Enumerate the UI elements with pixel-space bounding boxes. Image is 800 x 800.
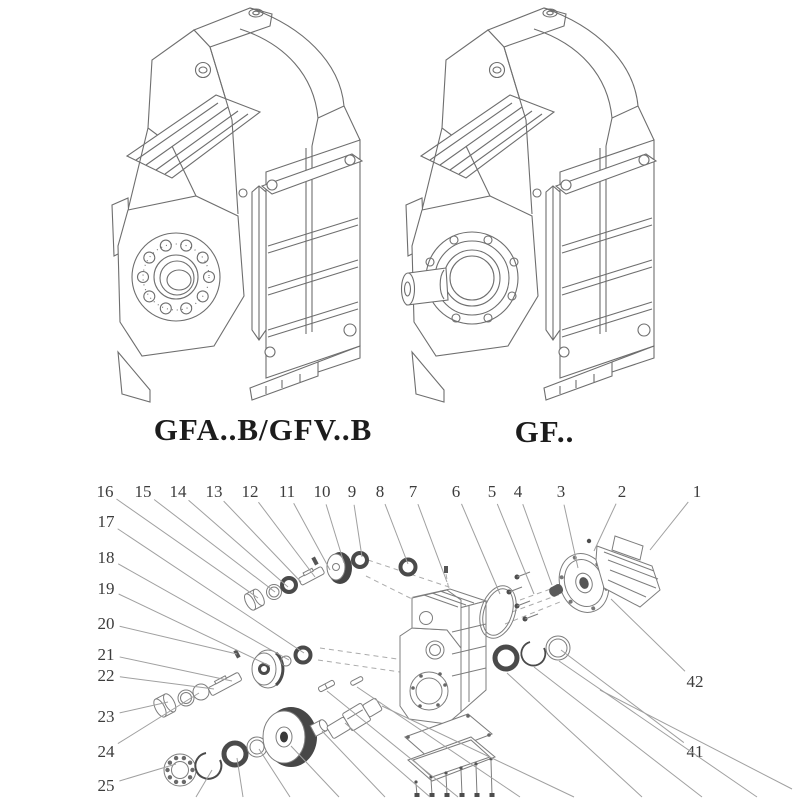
output-shaft [325, 695, 384, 742]
callout-19: 19 [97, 579, 115, 598]
leader-line-6 [461, 504, 500, 594]
cut-leader-line-11 [534, 667, 702, 797]
circlip [195, 753, 221, 779]
gearbox-drawing-gf [402, 8, 657, 402]
gear-wheel [327, 552, 352, 584]
leader-line-22 [120, 677, 214, 689]
leader-line-14 [189, 500, 288, 587]
callout-15: 15 [134, 482, 152, 501]
callout-42: 42 [686, 672, 704, 691]
leader-line-8 [385, 504, 408, 564]
leader-line-1 [650, 502, 688, 550]
output-shaft-assembly [164, 676, 384, 786]
shaft-key [318, 680, 335, 693]
callout-6: 6 [451, 482, 461, 501]
leader-line-20 [120, 626, 237, 654]
callout-17: 17 [97, 512, 115, 531]
shaft-seal [224, 743, 246, 765]
callout-24: 24 [97, 742, 115, 761]
gear-wheel [252, 650, 283, 688]
ball-bearing [164, 754, 196, 786]
screw [311, 557, 318, 566]
cut-leader-line-12 [559, 661, 757, 797]
model-label-gfab: GFA..B/GFV..B [153, 412, 373, 447]
callout-23: 23 [97, 707, 115, 726]
bearing [401, 560, 416, 575]
leader-line-11 [294, 503, 330, 570]
gear-housing [400, 566, 486, 724]
callout-21: 21 [97, 645, 115, 664]
leader-line-18 [118, 564, 289, 660]
end-cap [242, 587, 266, 611]
vent-plug [444, 566, 448, 573]
end-cap [151, 692, 178, 719]
gearbox-drawing-gfab [112, 8, 362, 402]
model-label-gf: GF.. [514, 414, 575, 449]
input-shaft-assembly [242, 552, 415, 612]
callout-7: 7 [408, 482, 418, 501]
callout-3: 3 [556, 482, 566, 501]
cut-leader-line-13 [600, 690, 792, 789]
callout-5: 5 [487, 482, 497, 501]
callout-25: 25 [97, 776, 115, 795]
retaining-ring [546, 636, 570, 660]
output-gear [263, 707, 317, 767]
callout-2: 2 [617, 482, 627, 501]
bottom-cover-assembly [405, 714, 495, 797]
callout-20: 20 [97, 614, 115, 633]
callout-12: 12 [241, 482, 259, 501]
callout-4: 4 [513, 482, 523, 501]
bearing [296, 648, 311, 663]
cut-leader-line-9 [382, 706, 574, 797]
circlip [521, 642, 545, 666]
leader-line-9 [354, 505, 362, 557]
callout-22: 22 [97, 666, 115, 685]
callout-9: 9 [347, 482, 357, 501]
leader-line-15 [154, 500, 275, 592]
callout-11: 11 [278, 482, 296, 501]
leader-line-21 [120, 657, 232, 681]
callout-14: 14 [169, 482, 187, 501]
motor-assembly [507, 536, 661, 622]
bearing [282, 578, 296, 592]
leader-line-41 [561, 650, 684, 743]
leader-line-17 [118, 529, 304, 653]
bearing [353, 553, 367, 567]
leader-line-12 [258, 502, 315, 577]
leader-line-42 [611, 599, 685, 671]
callout-41: 41 [686, 742, 704, 761]
pinion-shaft [207, 670, 243, 696]
leader-line-7 [418, 504, 447, 582]
cut-leader-line-4 [291, 746, 339, 797]
shaft-key [350, 676, 364, 686]
callout-18: 18 [97, 548, 115, 567]
callout-8: 8 [375, 482, 385, 501]
cut-leader-line-5 [322, 731, 385, 797]
leader-line-16 [116, 499, 258, 598]
callout-13: 13 [205, 482, 223, 501]
leader-line-25 [119, 764, 176, 781]
callout-16: 16 [96, 482, 114, 501]
leader-line-2 [594, 504, 616, 551]
bearing [495, 647, 517, 669]
callout-1: 1 [692, 482, 702, 501]
pinion-shaft [297, 564, 325, 585]
callout-10: 10 [313, 482, 331, 501]
leader-line-5 [497, 504, 534, 594]
